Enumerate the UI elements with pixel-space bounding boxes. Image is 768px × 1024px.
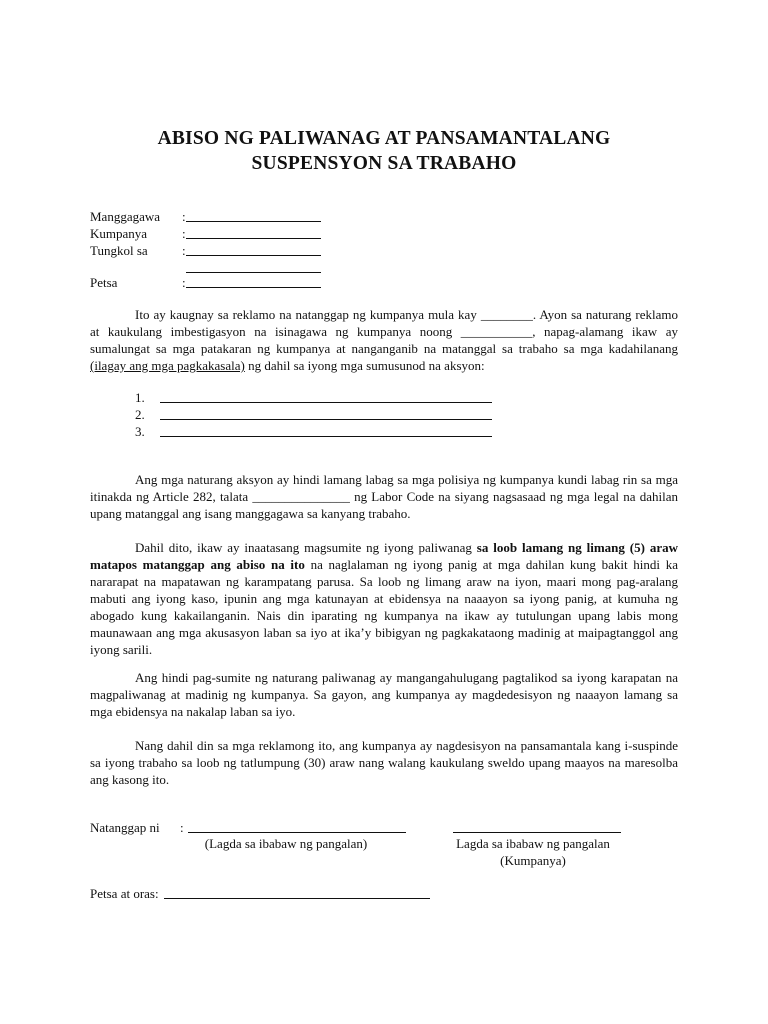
date-time-line [164, 898, 430, 899]
paragraph-5: Nang dahil din sa mga reklamong ito, ang kumpanya ay nagdesisyon na pansamantala kang i-suspinde sa iyong trabaho sa loob ng tatlumpung (30) araw nang walang kaukulang sweldo upang maayos na maresolba ang kasong ito. [90, 738, 678, 787]
paragraph-3-text-b: na naglalaman ng iyong panig at mga dahilan kung bakit hindi ka nararapat na mapatawan ng karampatang parusa. Sa loob ng limang araw na iyon, maari mong pag-aralang mabuti ang iyong kaso, ipunin ang mga katunayan at ebidensya na naaayon sa iyong panig, at kumuha ng abogado kung kakailanganin. Nais din iparating ng kumpanya na ikaw ay tutulungan upang labis mong maunawaan ang mga akusasyon laban sa iyo at ika’y bibigyan ng pagkakataong madinig at maipagtanggol ang iyong sarili. [90, 557, 678, 657]
list-number: 3. [135, 424, 145, 439]
field-blank-line [186, 287, 321, 288]
field-colon: : [182, 275, 186, 290]
paragraph-1-text-b: ng dahil sa iyong mga sumusunod na aksyon: [244, 358, 485, 373]
paragraph-3-bold: sa loob lamang ng limang (5) araw matapos matanggap ang abiso na ito [90, 540, 678, 572]
paragraph-1 [90, 306, 678, 374]
received-by-label: Natanggap ni [90, 820, 160, 835]
field-label: Petsa [90, 275, 118, 290]
field-label: Kumpanya [90, 226, 148, 241]
field-blank-line [186, 238, 321, 239]
employee-signature-line [188, 832, 406, 833]
paragraph-4: Ang hindi pag-sumite ng naturang paliwanag ay mangangahulugang pagtalikod sa iyong karapatan na magpaliwanag at madinig ng kumpanya. Sa gayon, ang kumpanya ay magdedesisyon ng naaayon lamang sa mga ebidensya na nakalap laban sa iyo. [90, 670, 678, 719]
field-label: Tungkol sa [90, 243, 148, 258]
field-colon: : [182, 209, 186, 224]
paragraph-1-underlined: (ilagay ang mga pagkakasala) [90, 358, 245, 373]
list-number: 1. [135, 390, 145, 405]
field-label: Manggagawa [90, 209, 161, 224]
field-blank-line [186, 221, 321, 222]
list-blank-line [160, 419, 492, 420]
date-time-label: Petsa at oras: [90, 886, 159, 901]
list-blank-line [160, 436, 492, 437]
title-line-1: ABISO NG PALIWANAG AT PANSAMANTALANG [157, 128, 611, 149]
company-signature-line [453, 832, 621, 833]
paragraph-3 [90, 539, 678, 658]
field-blank-line [186, 255, 321, 256]
employee-signature-caption: (Lagda sa ibabaw ng pangalan) [204, 836, 368, 851]
list-blank-line [160, 402, 492, 403]
company-name-caption: (Kumpanya) [500, 853, 566, 868]
title-line-2: SUSPENSYON SA TRABAHO [251, 153, 517, 174]
field-colon: : [182, 243, 186, 258]
document-title [0, 126, 768, 176]
paragraph-3-text-a: Dahil dito, ikaw ay inaatasang magsumite ng iyong paliwanag [135, 540, 477, 555]
list-number: 2. [135, 407, 145, 422]
field-colon: : [182, 226, 186, 241]
paragraph-2: Ang mga naturang aksyon ay hindi lamang labag sa mga polisiya ng kumpanya kundi labag rin sa mga itinakda ng Article 282, talata _______________ ng Labor Code na siyang nagsasaad ng mga legal na dahilan upang matanggal ang isang manggagawa sa kanyang trabaho. [90, 472, 678, 521]
paragraph-1-text-a: Ito ay kaugnay sa reklamo na natanggap ng kumpanya mula kay ________. Ayon sa naturang reklamo at kaukulang imbestigasyon na isinagawa ng kumpanya noong ___________, napag-alamang ikaw ay sumalungat sa mga patakaran ng kumpanya at nanganganib na matanggal sa trabaho sa mga kadahilanang [90, 307, 678, 356]
received-by-colon: : [180, 820, 184, 835]
company-signature-caption: Lagda sa ibabaw ng pangalan [456, 836, 610, 851]
field-extra-blank-line [186, 272, 321, 273]
